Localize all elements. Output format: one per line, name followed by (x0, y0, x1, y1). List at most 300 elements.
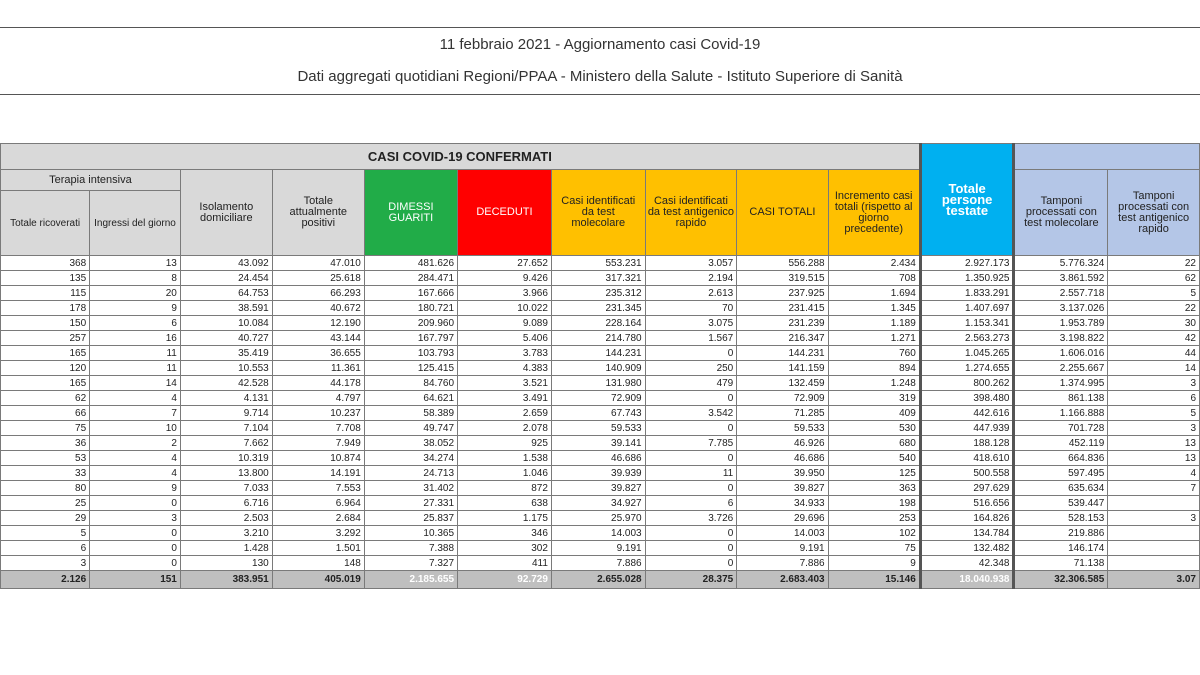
table-cell: 46.686 (551, 451, 645, 466)
table-cell: 40.727 (180, 331, 272, 346)
table-cell (1108, 496, 1200, 511)
table-cell: 24.713 (364, 466, 457, 481)
table-cell: 872 (458, 481, 552, 496)
table-cell: 319.515 (737, 271, 828, 286)
table-cell: 6.964 (272, 496, 364, 511)
table-cell: 317.321 (551, 271, 645, 286)
table-cell: 553.231 (551, 256, 645, 271)
table-cell: 861.138 (1014, 391, 1108, 406)
table-cell: 25.970 (551, 511, 645, 526)
table-cell: 231.415 (737, 301, 828, 316)
table-cell: 925 (458, 436, 552, 451)
table-cell: 42.528 (180, 376, 272, 391)
table-cell: 13 (1108, 436, 1200, 451)
col-header-3: Totale attualmente positivi (272, 170, 364, 256)
table-cell: 34.927 (551, 496, 645, 511)
table-cell: 708 (828, 271, 920, 286)
table-cell: 53 (1, 451, 90, 466)
table-cell: 49.747 (364, 421, 457, 436)
table-cell: 70 (645, 301, 737, 316)
table-row (1, 451, 1200, 466)
table-row (1, 286, 1200, 301)
table-cell: 24.454 (180, 271, 272, 286)
table-cell: 3.726 (645, 511, 737, 526)
table-cell: 3.075 (645, 316, 737, 331)
table-cell: 14 (90, 376, 181, 391)
table-cell: 132.459 (737, 376, 828, 391)
table-cell: 4 (90, 451, 181, 466)
table-cell: 22 (1108, 256, 1200, 271)
table-cell: 1.271 (828, 331, 920, 346)
covid-cases-table (0, 143, 1200, 589)
table-cell: 25.618 (272, 271, 364, 286)
table-cell: 4.131 (180, 391, 272, 406)
table-cell: 4 (90, 391, 181, 406)
table-cell: 20 (90, 286, 181, 301)
table-cell: 67.743 (551, 406, 645, 421)
table-cell: 1.345 (828, 301, 920, 316)
total-cell: 92.729 (458, 571, 552, 589)
table-cell: 7.708 (272, 421, 364, 436)
table-cell: 13.800 (180, 466, 272, 481)
table-cell: 14.003 (737, 526, 828, 541)
table-cell: 7.553 (272, 481, 364, 496)
table-cell: 4.383 (458, 361, 552, 376)
table-cell: 10.237 (272, 406, 364, 421)
table-cell: 253 (828, 511, 920, 526)
table-cell: 7.327 (364, 556, 457, 571)
band-title: CASI COVID-19 CONFERMATI (1, 144, 921, 170)
table-cell: 1.407.697 (920, 301, 1014, 316)
table-cell: 4 (90, 466, 181, 481)
table-cell: 1.248 (828, 376, 920, 391)
table-cell: 6 (90, 316, 181, 331)
table-cell: 214.780 (551, 331, 645, 346)
table-cell (1108, 556, 1200, 571)
table-cell: 2.927.173 (920, 256, 1014, 271)
table-cell: 75 (828, 541, 920, 556)
table-cell: 447.939 (920, 421, 1014, 436)
table-cell: 13 (1108, 451, 1200, 466)
table-cell: 59.533 (737, 421, 828, 436)
table-cell: 64.753 (180, 286, 272, 301)
table-cell: 7.886 (551, 556, 645, 571)
total-cell: 2.683.403 (737, 571, 828, 589)
table-row (1, 541, 1200, 556)
table-cell: 7.033 (180, 481, 272, 496)
table-cell: 452.119 (1014, 436, 1108, 451)
table-cell: 148 (272, 556, 364, 571)
table-cell: 180.721 (364, 301, 457, 316)
col-header-8: CASI TOTALI (737, 170, 828, 256)
table-cell: 71.138 (1014, 556, 1108, 571)
table-cell: 14.191 (272, 466, 364, 481)
table-row (1, 556, 1200, 571)
col-header-4: DIMESSI GUARITI (364, 170, 457, 256)
table-cell: 3.966 (458, 286, 552, 301)
table-cell: 11.361 (272, 361, 364, 376)
table-cell: 2.503 (180, 511, 272, 526)
table-cell: 2 (90, 436, 181, 451)
table-cell: 2.684 (272, 511, 364, 526)
table-cell: 188.128 (920, 436, 1014, 451)
table-cell: 7.949 (272, 436, 364, 451)
table-cell: 4.797 (272, 391, 364, 406)
table-cell: 9 (90, 301, 181, 316)
table-cell: 1.428 (180, 541, 272, 556)
col-header-7: Casi identificati da test antigenico rapido (645, 170, 737, 256)
top-rule (0, 27, 1200, 28)
table-cell: 11 (90, 361, 181, 376)
table-cell: 6 (1, 541, 90, 556)
table-total-row (1, 571, 1200, 589)
table-cell: 3.292 (272, 526, 364, 541)
table-cell: 5 (1108, 286, 1200, 301)
table-cell: 302 (458, 541, 552, 556)
table-cell: 64.621 (364, 391, 457, 406)
total-cell: 405.019 (272, 571, 364, 589)
table-cell: 409 (828, 406, 920, 421)
table-cell: 6 (645, 496, 737, 511)
col-header-11: Tamponi processati con test molecolare (1014, 170, 1108, 256)
total-cell: 28.375 (645, 571, 737, 589)
table-cell: 209.960 (364, 316, 457, 331)
table-cell: 120 (1, 361, 90, 376)
table-cell: 2.659 (458, 406, 552, 421)
table-cell: 178 (1, 301, 90, 316)
table-cell: 1.166.888 (1014, 406, 1108, 421)
table-cell: 894 (828, 361, 920, 376)
table-cell: 43.144 (272, 331, 364, 346)
table-cell: 442.616 (920, 406, 1014, 421)
table-cell: 72.909 (737, 391, 828, 406)
table-cell: 1.153.341 (920, 316, 1014, 331)
table-cell: 38.591 (180, 301, 272, 316)
table-cell: 13 (90, 256, 181, 271)
table-cell: 0 (645, 541, 737, 556)
table-cell: 75 (1, 421, 90, 436)
table-cell: 6 (1108, 391, 1200, 406)
table-cell: 216.347 (737, 331, 828, 346)
table-cell: 1.045.265 (920, 346, 1014, 361)
table-cell: 165 (1, 376, 90, 391)
table-cell: 9.191 (737, 541, 828, 556)
table-cell: 3.861.592 (1014, 271, 1108, 286)
table-cell: 1.046 (458, 466, 552, 481)
table-cell: 0 (645, 481, 737, 496)
table-cell (1108, 526, 1200, 541)
col-header-5: DECEDUTI (458, 170, 552, 256)
table-cell: 150 (1, 316, 90, 331)
table-cell: 500.558 (920, 466, 1014, 481)
table-cell: 164.826 (920, 511, 1014, 526)
table-cell: 664.836 (1014, 451, 1108, 466)
page-subtitle: Dati aggregati quotidiani Regioni/PPAA - Ministero della Salute - Istituto Superiore di Sanità (297, 68, 903, 85)
band-tamponi-blank (1014, 144, 1200, 170)
table-cell: 411 (458, 556, 552, 571)
col-header-9: Incremento casi totali (rispetto al giorno precedente) (828, 170, 920, 256)
table-cell: 71.285 (737, 406, 828, 421)
table-row (1, 361, 1200, 376)
table-cell: 0 (90, 556, 181, 571)
table-cell: 134.784 (920, 526, 1014, 541)
table-cell: 44 (1108, 346, 1200, 361)
col-header-12: Tamponi processati con test antigenico rapido (1108, 170, 1200, 256)
table-cell: 62 (1108, 271, 1200, 286)
table-cell: 701.728 (1014, 421, 1108, 436)
table-cell: 418.610 (920, 451, 1014, 466)
table-cell: 1.953.789 (1014, 316, 1108, 331)
table-cell: 80 (1, 481, 90, 496)
table-cell: 9.089 (458, 316, 552, 331)
table-cell: 39.827 (551, 481, 645, 496)
table-row (1, 346, 1200, 361)
table-cell: 38.052 (364, 436, 457, 451)
table-cell: 9 (828, 556, 920, 571)
table-cell: 46.686 (737, 451, 828, 466)
table-cell: 66.293 (272, 286, 364, 301)
table-cell: 635.634 (1014, 481, 1108, 496)
table-cell: 0 (645, 346, 737, 361)
table-row (1, 316, 1200, 331)
table-cell: 6.716 (180, 496, 272, 511)
table-cell: 7.886 (737, 556, 828, 571)
table-cell: 40.672 (272, 301, 364, 316)
table-cell: 14 (1108, 361, 1200, 376)
table-cell: 1.274.655 (920, 361, 1014, 376)
table-cell: 1.538 (458, 451, 552, 466)
col-header-6: Casi identificati da test molecolare (551, 170, 645, 256)
table-cell: 2.613 (645, 286, 737, 301)
table-cell: 7.662 (180, 436, 272, 451)
table-row (1, 526, 1200, 541)
table-cell: 297.629 (920, 481, 1014, 496)
table-cell: 680 (828, 436, 920, 451)
table-cell: 0 (90, 496, 181, 511)
table-cell: 144.231 (737, 346, 828, 361)
table-cell: 10.553 (180, 361, 272, 376)
total-cell: 32.306.585 (1014, 571, 1108, 589)
table-cell: 66 (1, 406, 90, 421)
table-cell: 22 (1108, 301, 1200, 316)
table-cell: 10 (90, 421, 181, 436)
table-cell: 10.022 (458, 301, 552, 316)
table-cell: 4 (1108, 466, 1200, 481)
table-cell: 34.933 (737, 496, 828, 511)
table-cell: 231.239 (737, 316, 828, 331)
table-cell: 0 (645, 391, 737, 406)
table-cell: 760 (828, 346, 920, 361)
table-cell: 530 (828, 421, 920, 436)
table-cell: 43.092 (180, 256, 272, 271)
table-cell: 5.776.324 (1014, 256, 1108, 271)
table-cell: 0 (645, 421, 737, 436)
table-cell: 141.159 (737, 361, 828, 376)
table-cell: 84.760 (364, 376, 457, 391)
table-cell: 7.785 (645, 436, 737, 451)
table-cell: 165 (1, 346, 90, 361)
table-cell: 11 (645, 466, 737, 481)
table-row (1, 406, 1200, 421)
table-cell: 597.495 (1014, 466, 1108, 481)
table-cell: 5 (1, 526, 90, 541)
table-cell: 2.434 (828, 256, 920, 271)
table-cell: 44.178 (272, 376, 364, 391)
total-cell: 2.185.655 (364, 571, 457, 589)
table-cell: 284.471 (364, 271, 457, 286)
table-cell: 131.980 (551, 376, 645, 391)
table-cell: 479 (645, 376, 737, 391)
group-terapia-intensiva: Terapia intensiva (1, 170, 181, 191)
table-cell: 36.655 (272, 346, 364, 361)
table-cell: 5.406 (458, 331, 552, 346)
table-cell: 30 (1108, 316, 1200, 331)
table-cell: 9.426 (458, 271, 552, 286)
table-cell: 1.350.925 (920, 271, 1014, 286)
table-cell: 228.164 (551, 316, 645, 331)
table-cell: 7 (90, 406, 181, 421)
table-cell: 7.388 (364, 541, 457, 556)
table-cell: 59.533 (551, 421, 645, 436)
table-cell: 1.694 (828, 286, 920, 301)
table-cell: 9.714 (180, 406, 272, 421)
table-row (1, 331, 1200, 346)
table-cell: 346 (458, 526, 552, 541)
table-cell: 135 (1, 271, 90, 286)
table-cell: 132.482 (920, 541, 1014, 556)
table-cell: 42.348 (920, 556, 1014, 571)
table-cell: 2.194 (645, 271, 737, 286)
table-cell: 167.666 (364, 286, 457, 301)
table-cell: 36 (1, 436, 90, 451)
table-cell: 556.288 (737, 256, 828, 271)
table-cell: 0 (90, 526, 181, 541)
table-cell: 219.886 (1014, 526, 1108, 541)
total-cell: 151 (90, 571, 181, 589)
table-cell: 58.389 (364, 406, 457, 421)
table-cell: 130 (180, 556, 272, 571)
table-cell: 7.104 (180, 421, 272, 436)
table-row (1, 511, 1200, 526)
table-cell: 198 (828, 496, 920, 511)
table-cell: 115 (1, 286, 90, 301)
table-cell: 25 (1, 496, 90, 511)
col-header-1: Ingressi del giorno (90, 191, 181, 256)
table-cell: 167.797 (364, 331, 457, 346)
table-cell: 3.491 (458, 391, 552, 406)
total-cell: 18.040.938 (920, 571, 1014, 589)
table-cell: 516.656 (920, 496, 1014, 511)
page-title: 11 febbraio 2021 - Aggiornamento casi Covid-19 (439, 36, 761, 53)
total-cell: 15.146 (828, 571, 920, 589)
table-row (1, 256, 1200, 271)
table-cell: 3.542 (645, 406, 737, 421)
table-cell: 72.909 (551, 391, 645, 406)
table-cell: 3 (1108, 376, 1200, 391)
table-cell: 2.563.273 (920, 331, 1014, 346)
table-cell: 0 (645, 556, 737, 571)
table-row (1, 481, 1200, 496)
table-row (1, 436, 1200, 451)
table-cell: 3.210 (180, 526, 272, 541)
table-cell: 1.175 (458, 511, 552, 526)
table-cell: 46.926 (737, 436, 828, 451)
table-cell: 368 (1, 256, 90, 271)
table-cell: 235.312 (551, 286, 645, 301)
table-cell: 146.174 (1014, 541, 1108, 556)
table-cell: 27.652 (458, 256, 552, 271)
table-cell: 10.874 (272, 451, 364, 466)
table-row (1, 466, 1200, 481)
table-row (1, 376, 1200, 391)
table-cell: 8 (90, 271, 181, 286)
table-cell: 3 (1, 556, 90, 571)
table-cell: 3 (90, 511, 181, 526)
table-cell: 3 (1108, 511, 1200, 526)
table-cell: 5 (1108, 406, 1200, 421)
table-cell: 3.783 (458, 346, 552, 361)
table-cell: 16 (90, 331, 181, 346)
table-cell: 319 (828, 391, 920, 406)
table-cell: 34.274 (364, 451, 457, 466)
table-cell: 31.402 (364, 481, 457, 496)
table-cell: 0 (645, 451, 737, 466)
table-cell: 9 (90, 481, 181, 496)
total-cell: 2.126 (1, 571, 90, 589)
table-cell: 638 (458, 496, 552, 511)
table-cell: 62 (1, 391, 90, 406)
table-cell: 237.925 (737, 286, 828, 301)
table-cell: 800.262 (920, 376, 1014, 391)
table-row (1, 421, 1200, 436)
table-cell: 103.793 (364, 346, 457, 361)
table-cell: 1.606.016 (1014, 346, 1108, 361)
table-cell: 42 (1108, 331, 1200, 346)
col-header-0: Totale ricoverati (1, 191, 90, 256)
table-cell: 144.231 (551, 346, 645, 361)
table-cell: 125.415 (364, 361, 457, 376)
table-cell: 47.010 (272, 256, 364, 271)
table-cell: 39.827 (737, 481, 828, 496)
total-cell: 383.951 (180, 571, 272, 589)
table-cell: 0 (90, 541, 181, 556)
table-cell: 257 (1, 331, 90, 346)
table-cell: 39.950 (737, 466, 828, 481)
table-cell: 0 (645, 526, 737, 541)
table-cell: 1.374.995 (1014, 376, 1108, 391)
table-cell: 231.345 (551, 301, 645, 316)
table-row (1, 271, 1200, 286)
table-cell: 1.189 (828, 316, 920, 331)
table-row (1, 301, 1200, 316)
table-cell: 27.331 (364, 496, 457, 511)
total-cell: 3.07 (1108, 571, 1200, 589)
table-cell: 398.480 (920, 391, 1014, 406)
table-cell: 250 (645, 361, 737, 376)
table-cell: 1.833.291 (920, 286, 1014, 301)
table-row (1, 496, 1200, 511)
table-cell: 102 (828, 526, 920, 541)
total-cell: 2.655.028 (551, 571, 645, 589)
covid-table-container (0, 143, 1200, 628)
table-cell: 1.501 (272, 541, 364, 556)
table-cell (1108, 541, 1200, 556)
table-body (1, 256, 1200, 589)
table-cell: 3.198.822 (1014, 331, 1108, 346)
table-cell: 11 (90, 346, 181, 361)
table-row (1, 391, 1200, 406)
table-cell: 7 (1108, 481, 1200, 496)
